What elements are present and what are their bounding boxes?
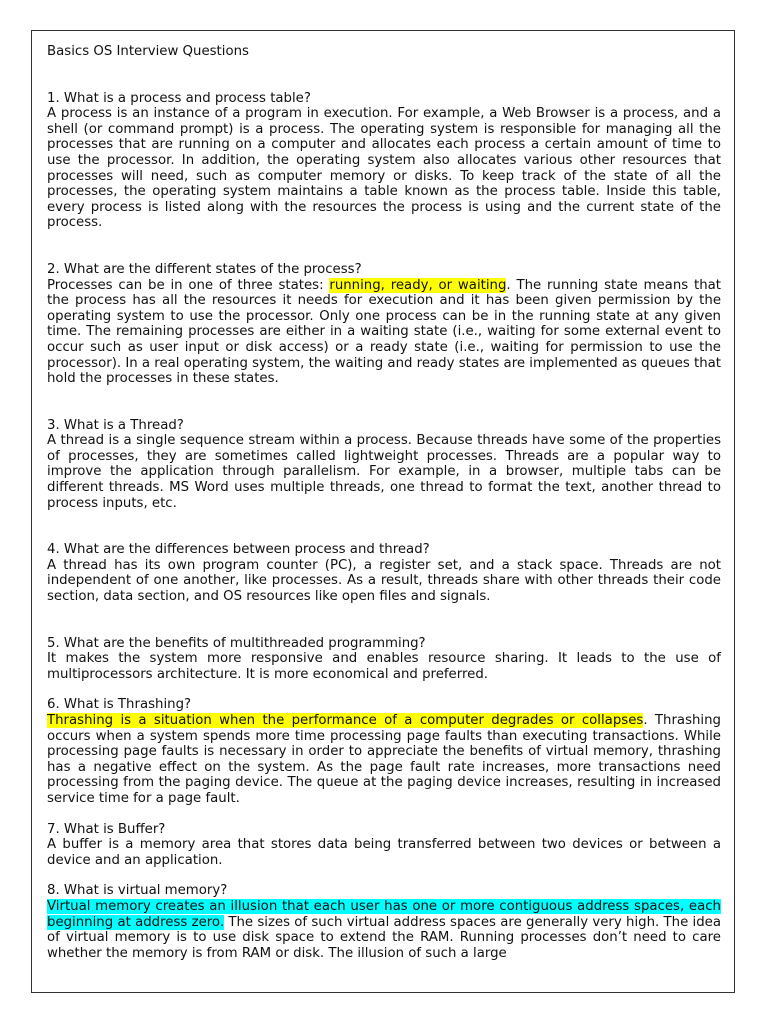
- answer-6-text-end: . Thrashing occurs when a system spends more time processing page faults than executing transactions. While processing page faults is necessary in order to appreciate the benefits of virtual memory, thrashing has a negative effect on the system. As the page fault rate increases, more transactions need processing from the paging device. The queue at the paging device increases, resulting in increased service time for a page fault.: [47, 713, 721, 806]
- question-block-7: [47, 822, 721, 869]
- question-block-1: [47, 91, 721, 231]
- question-block-4: [47, 542, 721, 604]
- answer-7: A buffer is a memory area that stores data being transferred between two devices or between a device and an application.: [47, 837, 721, 868]
- question-8: 8. What is virtual memory?: [47, 883, 228, 899]
- question-block-2: [47, 262, 721, 387]
- answer-3: A thread is a single sequence stream within a process. Because threads have some of the properties of processes, they are sometimes called lightweight processes. Threads are a popular way to improve the application through parallelism. For example, in a browser, multiple tabs can be different threads. MS Word uses multiple threads, one thread to format the text, another thread to process inputs, etc.: [47, 433, 721, 511]
- question-block-5: [47, 636, 721, 683]
- question-5: 5. What are the benefits of multithreaded programming?: [47, 635, 426, 651]
- answer-2-text-start: Processes can be in one of three states:: [47, 277, 330, 293]
- question-block-8: [47, 883, 721, 961]
- question-2: 2. What are the different states of the process?: [47, 261, 362, 277]
- answer-1: A process is an instance of a program in execution. For example, a Web Browser is a process, and a shell (or command prompt) is a process. The operating system is responsible for managing all the processes that are running on a computer and allocates each process a certain amount of time to use the processor. In addition, the operating system also allocates various other resources that processes will need, such as computer memory or disks. To keep track of the state of all the processes, the operating system maintains a table known as the process table. Inside this table, every process is listed along with the resources the process is using and the current state of the process.: [47, 106, 721, 231]
- question-6: 6. What is Thrashing?: [47, 697, 192, 713]
- answer-5: It makes the system more responsive and enables resource sharing. It leads to the use of multiprocessors architecture. It is more economical and preferred.: [47, 651, 721, 682]
- question-4: 4. What are the differences between process and thread?: [47, 542, 430, 558]
- document-content: [47, 44, 721, 961]
- question-3: 3. What is a Thread?: [47, 417, 184, 433]
- answer-8-highlight: Virtual memory creates an illusion that each user has one or more contiguous address spaces, each beginning at address zero.: [47, 898, 721, 930]
- answer-2-text-end: . The running state means that the process has all the resources it needs for execution and it has been given permission by the operating system to use the processor. Only one process can be in the running state at any given time. The remaining processes are either in a waiting state (i.e., waiting for some external event to occur such as user input or disk access) or a ready state (i.e., waiting for permission to use the processor). In a real operating system, the waiting and ready states are implemented as queues that hold the processes in these states.: [47, 277, 721, 387]
- answer-2: [47, 278, 721, 387]
- answer-2-highlight: running, ready, or waiting: [329, 277, 507, 293]
- question-1: 1. What is a process and process table?: [47, 90, 311, 106]
- answer-6: [47, 713, 721, 807]
- answer-8-text-end: The sizes of such virtual address spaces are generally very high. The idea of virtual memory is to use disk space to extend the RAM. Running processes don’t need to care whether the memory is from RAM or disk. The illusion of such a large: [47, 914, 721, 961]
- document-title: Basics OS Interview Questions: [47, 44, 249, 59]
- document-page: [31, 30, 735, 993]
- question-7: 7. What is Buffer?: [47, 821, 166, 837]
- question-block-6: [47, 697, 721, 806]
- question-block-3: [47, 418, 721, 512]
- answer-6-highlight: Thrashing is a situation when the performance of a computer degrades or collapses: [47, 713, 644, 728]
- answer-4: A thread has its own program counter (PC), a register set, and a stack space. Threads are not independent of one another, like processes. As a result, threads share with other threads their code section, data section, and OS resources like open files and signals.: [47, 557, 721, 605]
- answer-8: [47, 899, 721, 961]
